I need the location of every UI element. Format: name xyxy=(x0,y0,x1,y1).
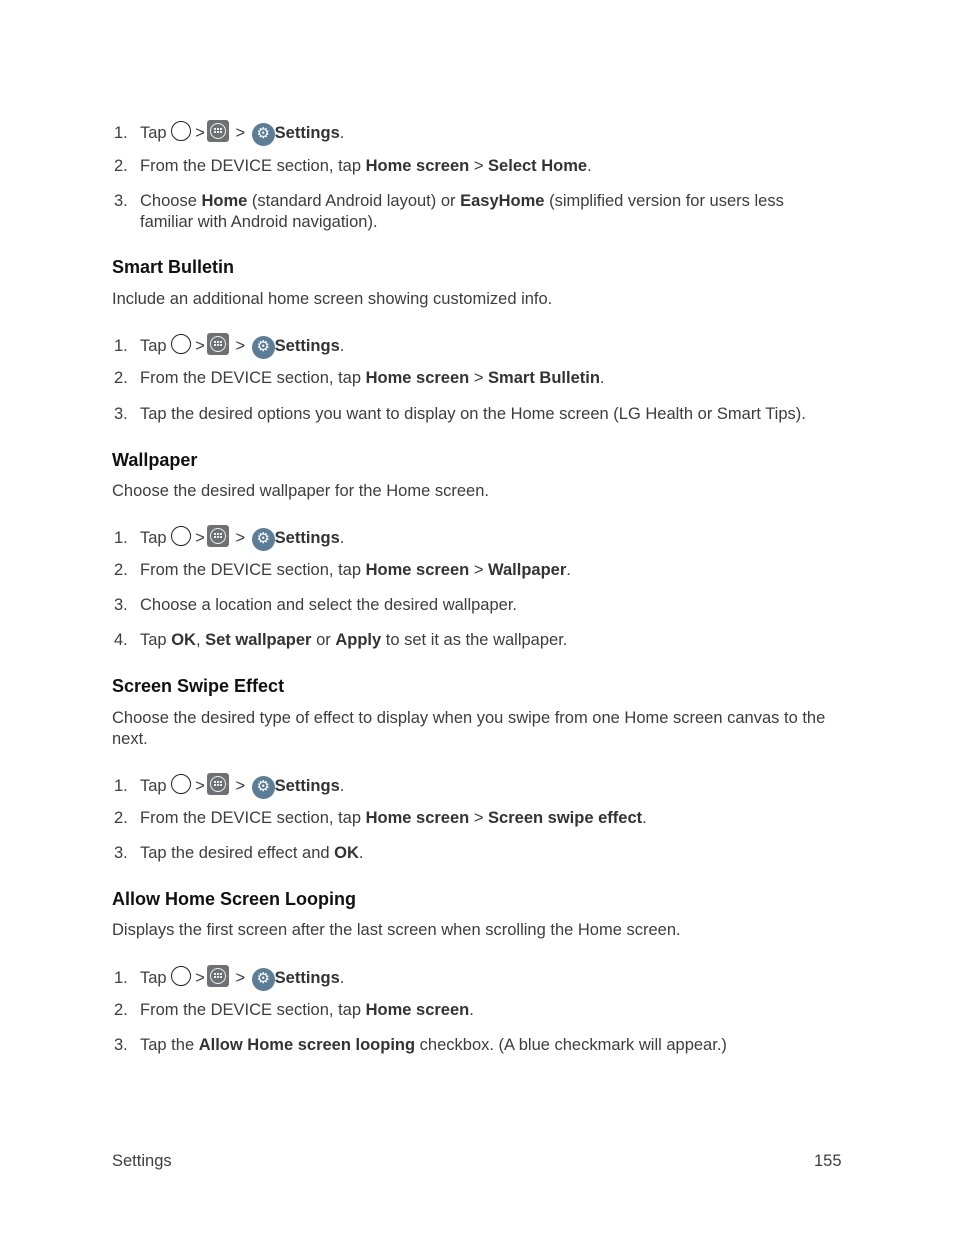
step-screen-swipe-ok: 3. Tap the desired effect and OK. xyxy=(114,844,364,862)
home-circle-icon xyxy=(171,121,191,141)
footer-section: Settings xyxy=(112,1152,172,1170)
settings-gear-icon: ⚙ xyxy=(252,776,275,799)
desc-screen-swipe-cont: next. xyxy=(112,730,148,748)
settings-gear-icon: ⚙ xyxy=(252,336,275,359)
desc-smart-bulletin: Include an additional home screen showing customized info. xyxy=(112,290,553,308)
desc-wallpaper: Choose the desired wallpaper for the Home screen. xyxy=(112,482,489,500)
step-screen-swipe: 2. From the DEVICE section, tap Home screen > Screen swipe effect. xyxy=(114,809,647,827)
step-smart-bulletin: 2. From the DEVICE section, tap Home screen > Smart Bulletin. xyxy=(114,369,605,387)
apps-icon xyxy=(207,120,229,142)
step-tap-settings: 1. Tap > > ⚙ Settings. xyxy=(114,120,344,146)
step-tap-settings: 1. Tap > > ⚙ Settings. xyxy=(114,333,344,359)
desc-looping: Displays the first screen after the last screen when scrolling the Home screen. xyxy=(112,921,681,939)
step-looping-checkbox: 3. Tap the Allow Home screen looping checkbox. (A blue checkmark will appear.) xyxy=(114,1036,727,1054)
step-tap-settings: 1. Tap > > ⚙ Settings. xyxy=(114,525,344,551)
desc-screen-swipe: Choose the desired type of effect to display when you swipe from one Home screen canvas to the xyxy=(112,709,826,727)
settings-gear-icon: ⚙ xyxy=(252,123,275,146)
home-circle-icon xyxy=(171,334,191,354)
settings-gear-icon: ⚙ xyxy=(252,528,275,551)
heading-allow-home-screen-looping: Allow Home Screen Looping xyxy=(112,889,357,909)
apps-icon xyxy=(207,525,229,547)
step-wallpaper-apply: 4. Tap OK, Set wallpaper or Apply to set it as the wallpaper. xyxy=(114,631,568,649)
heading-wallpaper: Wallpaper xyxy=(112,450,198,470)
step-looping-home-screen: 2. From the DEVICE section, tap Home screen. xyxy=(114,1001,474,1019)
home-circle-icon xyxy=(171,526,191,546)
step-tap-settings: 1. Tap > > ⚙ Settings. xyxy=(114,965,344,991)
step-smart-bulletin-options: 3. Tap the desired options you want to display on the Home screen (LG Health or Smart Tips). xyxy=(114,405,806,423)
step-select-home: 2. From the DEVICE section, tap Home screen > Select Home. xyxy=(114,157,592,175)
step-choose-home: 3. Choose Home (standard Android layout) or EasyHome (simplified version for users less xyxy=(114,192,784,210)
home-circle-icon xyxy=(171,774,191,794)
heading-smart-bulletin: Smart Bulletin xyxy=(112,257,235,277)
step-wallpaper-location: 3. Choose a location and select the desired wallpaper. xyxy=(114,596,517,614)
step-tap-settings: 1. Tap > > ⚙ Settings. xyxy=(114,773,344,799)
step-wallpaper: 2. From the DEVICE section, tap Home screen > Wallpaper. xyxy=(114,561,571,579)
step-choose-home-cont: familiar with Android navigation). xyxy=(140,213,378,231)
apps-icon xyxy=(207,333,229,355)
apps-icon xyxy=(207,773,229,795)
heading-screen-swipe-effect: Screen Swipe Effect xyxy=(112,676,285,696)
apps-icon xyxy=(207,965,229,987)
home-circle-icon xyxy=(171,966,191,986)
settings-gear-icon: ⚙ xyxy=(252,968,275,991)
footer-page-number: 155 xyxy=(814,1152,842,1170)
